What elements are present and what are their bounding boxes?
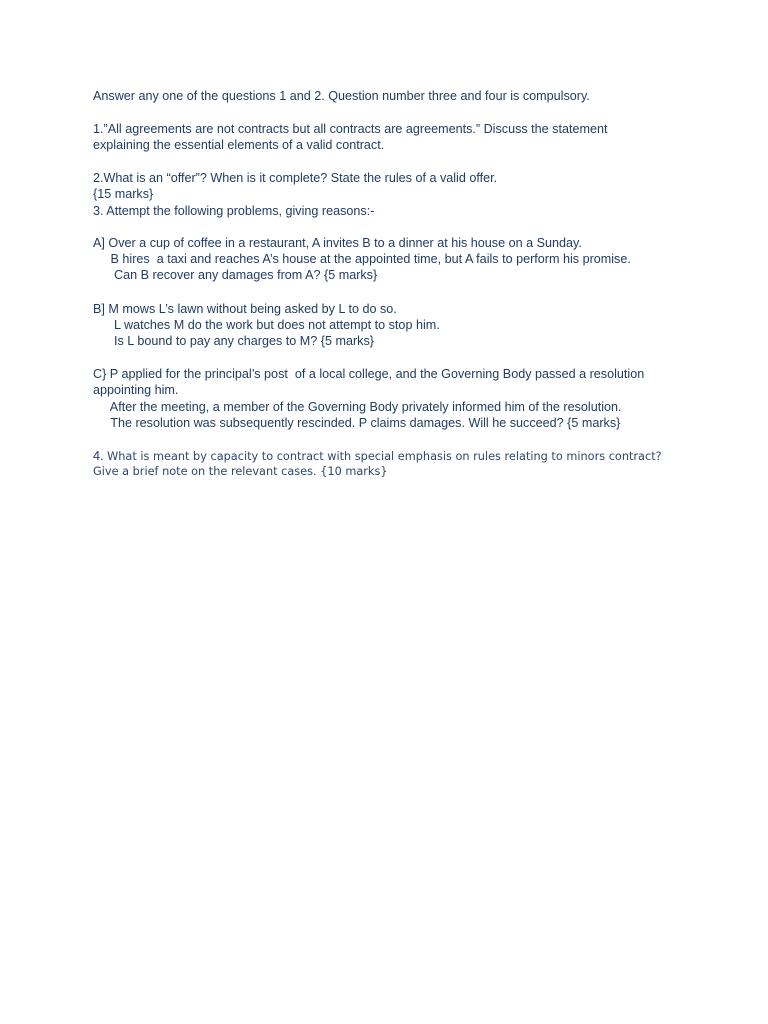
question-3c-line-2: appointing him. bbox=[93, 383, 179, 397]
question-3c-line-4: The resolution was subsequently rescinded. P claims damages. Will he succeed? {5 marks} bbox=[93, 416, 621, 430]
question-1-line-2: explaining the essential elements of a valid contract. bbox=[93, 138, 385, 152]
question-3b-line-1: B] M mows L’s lawn without being asked by L to do so. bbox=[93, 302, 397, 316]
question-4-line-1 bbox=[93, 448, 662, 465]
question-3a-line-3: Can B recover any damages from A? {5 marks} bbox=[93, 268, 378, 282]
question-3a-line-2: B hires a taxi and reaches A’s house at the appointed time, but A fails to perform his promise. bbox=[93, 252, 631, 266]
question-4-number: 4. bbox=[93, 449, 104, 463]
question-3a-line-1: A] Over a cup of coffee in a restaurant, A invites B to a dinner at his house on a Sunday. bbox=[93, 236, 582, 250]
question-2-marks: {15 marks} bbox=[93, 187, 154, 201]
question-3b-line-3: Is L bound to pay any charges to M? {5 marks} bbox=[93, 334, 374, 348]
question-4-line-2: Give a brief note on the relevant cases. {10 marks} bbox=[93, 465, 388, 478]
question-1-line-1: 1.”All agreements are not contracts but all contracts are agreements.” Discuss the statement bbox=[93, 122, 608, 136]
question-3-heading: 3. Attempt the following problems, giving reasons:- bbox=[93, 204, 375, 218]
question-3c-line-3: After the meeting, a member of the Governing Body privately informed him of the resolution. bbox=[93, 400, 622, 414]
question-2-line-1: 2.What is an “offer”? When is it complete? State the rules of a valid offer. bbox=[93, 171, 498, 185]
question-3b-line-2: L watches M do the work but does not attempt to stop him. bbox=[93, 318, 440, 332]
instructions-text: Answer any one of the questions 1 and 2. Question number three and four is compulsory. bbox=[93, 89, 590, 103]
question-4-text: What is meant by capacity to contract with special emphasis on rules relating to minors contract? bbox=[103, 450, 662, 463]
question-3c-line-1: C} P applied for the principal’s post of a local college, and the Governing Body passed a resolution bbox=[93, 367, 645, 381]
